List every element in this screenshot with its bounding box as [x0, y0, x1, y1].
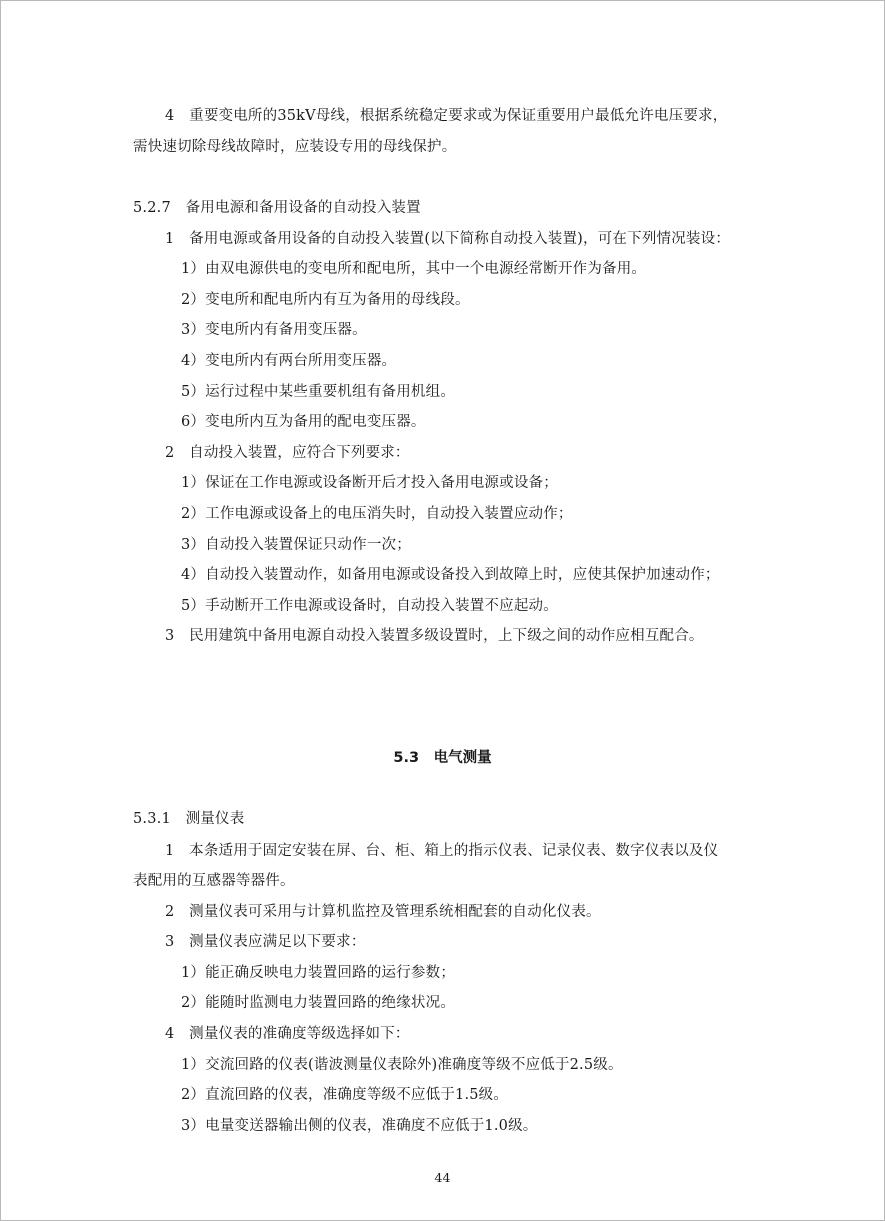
list-item: 3 测量仪表应满足以下要求：: [165, 934, 366, 950]
sub-list-item: 5）运行过程中某些重要机组有备用机组。: [181, 384, 456, 400]
list-item: 1 本条适用于固定安装在屏、台、柜、箱上的指示仪表、记录仪表、数字仪表以及仪: [165, 843, 719, 859]
clause-heading: 5.3.1 测量仪表: [133, 811, 245, 827]
sub-list-item: 3）变电所内有备用变压器。: [181, 322, 367, 338]
list-item: 4 测量仪表的准确度等级选择如下：: [165, 1026, 410, 1042]
clause-heading: 5.2.7 备用电源和备用设备的自动投入装置: [133, 200, 421, 216]
sub-list-item: 6）变电所内互为备用的配电变压器。: [181, 414, 426, 430]
sub-list-item: 3）自动投入装置保证只动作一次；: [181, 537, 411, 553]
sub-list-item: 2）直流回路的仪表，准确度等级不应低于1.5级。: [181, 1087, 509, 1103]
sub-list-item: 4）自动投入装置动作，如备用电源或设备投入到故障上时，应使其保护加速动作；: [181, 567, 720, 583]
sub-list-item: 2）能随时监测电力装置回路的绝缘状况。: [181, 995, 456, 1011]
list-item: 1 备用电源或备用设备的自动投入装置(以下简称自动投入装置)，可在下列情况装设：: [165, 231, 731, 247]
sub-list-item: 1）由双电源供电的变电所和配电所，其中一个电源经常断开作为备用。: [181, 261, 647, 277]
sub-list-item: 2）工作电源或设备上的电压消失时，自动投入装置应动作；: [181, 506, 573, 522]
section-title: 5.3 电气测量: [393, 750, 492, 766]
paragraph-line: 需快速切除母线故障时，应装设专用的母线保护。: [133, 139, 457, 155]
paragraph-line: 表配用的互感器等器件。: [133, 873, 295, 889]
sub-list-item: 1）保证在工作电源或设备断开后才投入备用电源或设备；: [181, 475, 558, 491]
sub-list-item: 1）能正确反映电力装置回路的运行参数；: [181, 965, 456, 981]
page-number: 44: [434, 1170, 451, 1185]
sub-list-item: 4）变电所内有两台所用变压器。: [181, 353, 397, 369]
sub-list-item: 3）电量变送器输出侧的仪表，准确度不应低于1.0级。: [181, 1118, 538, 1134]
sub-list-item: 2）变电所和配电所内有互为备用的母线段。: [181, 292, 470, 308]
list-item: 2 自动投入装置，应符合下列要求：: [165, 445, 410, 461]
list-item: 2 测量仪表可采用与计算机监控及管理系统相配套的自动化仪表。: [165, 904, 601, 920]
list-item: 3 民用建筑中备用电源自动投入装置多级设置时，上下级之间的动作应相互配合。: [165, 628, 704, 644]
sub-list-item: 1）交流回路的仪表(谐波测量仪表除外)准确度等级不应低于2.5级。: [181, 1057, 623, 1073]
sub-list-item: 5）手动断开工作电源或设备时，自动投入装置不应起动。: [181, 598, 558, 614]
paragraph-line: 4 重要变电所的35kV母线，根据系统稳定要求或为保证重要用户最低允许电压要求，: [165, 108, 728, 124]
